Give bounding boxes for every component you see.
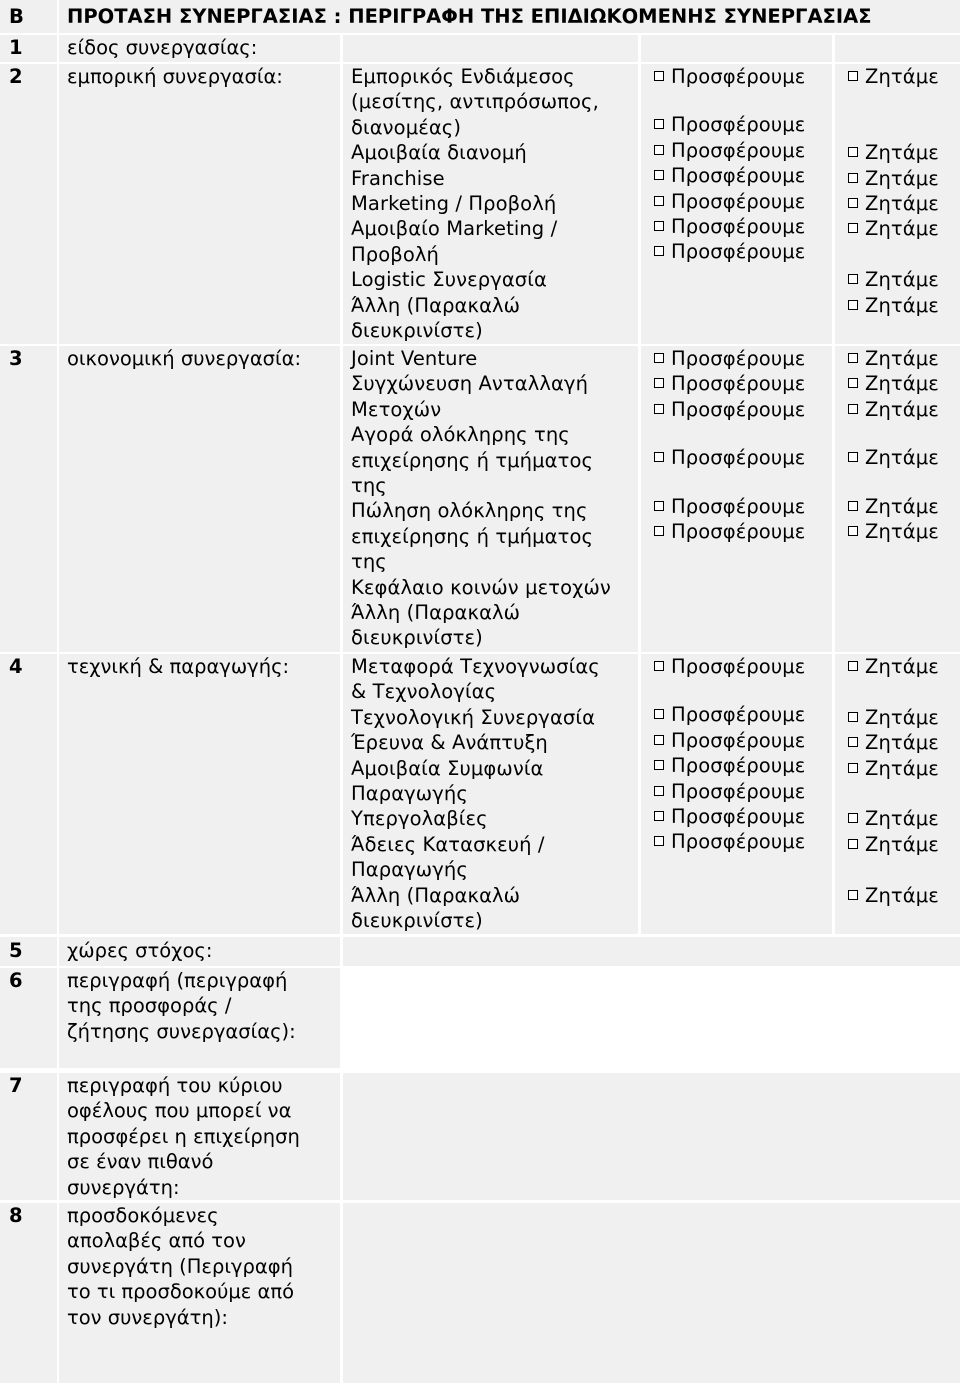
row8-label-cell [59,1203,340,1383]
checkbox-icon [848,737,858,747]
row1-field[interactable] [343,35,638,62]
row4-label-cell [59,654,340,934]
offer-checkbox[interactable]: Προσφέρουμε [654,702,805,727]
row4-item: Παραγωγής [351,782,468,806]
checkbox-icon [654,452,664,462]
row2-item: διανομέας) [351,115,462,139]
ask-checkbox[interactable]: Ζητάμε [848,705,939,730]
row6-field[interactable] [343,968,960,1068]
checkbox-icon [654,735,664,745]
row2-num: 2 [9,65,23,88]
row4-item: Έρευνα & Ανάπτυξη [351,731,548,755]
row4-item: & Τεχνολογίας [351,680,497,704]
checkbox-icon [848,712,858,722]
row2-item: Logistic Συνεργασία [351,268,547,292]
checkbox-icon [654,378,664,388]
row4-offer-cell [641,654,832,934]
row6-label: περιγραφή (περιγραφή της προσφοράς / ζήτησης συνεργασίας): [67,969,296,1043]
offer-checkbox[interactable]: Προσφέρουμε [654,654,805,679]
row4-item: Μεταφορά Τεχνογνωσίας [351,655,600,678]
row2-items [351,64,599,343]
row7-label: περιγραφή του κύριου οφέλους που μπορεί να προσφέρει η επιχείρηση σε έναν πιθανό συνεργάτη: [67,1074,300,1199]
offer-checkbox[interactable]: Προσφέρουμε [654,397,805,422]
checkbox-icon [654,786,664,796]
row3-item: Μετοχών [351,397,442,421]
row3-item: Αγορά ολόκληρης της [351,423,570,447]
row2-item: Άλλη (Παρακαλώ [351,293,521,317]
checkbox-icon [848,274,858,284]
ask-checkbox[interactable]: Ζητάμε [848,494,939,519]
row8-num-cell [0,1203,57,1383]
row4-num-cell [0,654,57,934]
row2-offer-cell [641,64,832,344]
row3-item: επιχείρησης ή τμήματος [351,448,594,472]
ask-checkbox[interactable]: Ζητάμε [848,832,939,857]
row5-label-cell [59,937,340,966]
row7-num: 7 [9,1074,23,1097]
row8-field[interactable] [343,1203,960,1383]
row3-item: της [351,474,387,498]
row8-label: προσδοκόμενες απολαβές από τον συνεργάτη (Περιγραφή το τι προσδοκούμε από τον συνεργάτη): [67,1204,295,1329]
row7-label-cell [59,1073,340,1200]
row3-num: 3 [9,347,23,370]
checkbox-icon [654,836,664,846]
offer-checkbox[interactable]: Προσφέρουμε [654,64,805,89]
offer-checkbox[interactable]: Προσφέρουμε [654,445,805,470]
offer-checkbox[interactable]: Προσφέρουμε [654,494,805,519]
row3-num-cell [0,346,57,652]
row4-item: Παραγωγής [351,858,468,882]
row3-item: Κεφάλαιο κοινών μετοχών [351,575,611,599]
checkbox-icon [654,709,664,719]
row4-item: Αμοιβαία Συμφωνία [351,756,544,780]
checkbox-icon [848,378,858,388]
checkbox-icon [654,404,664,414]
ask-checkbox[interactable]: Ζητάμε [848,883,939,908]
row6-num-cell [0,968,57,1068]
offer-checkbox[interactable]: Προσφέρουμε [654,112,805,137]
checkbox-icon [848,404,858,414]
checkbox-icon [654,501,664,511]
row3-item: Πώληση ολόκληρης της [351,499,588,523]
ask-checkbox[interactable]: Ζητάμε [848,445,939,470]
row4-offer-list [654,654,805,855]
checkbox-icon [654,526,664,536]
offer-checkbox[interactable]: Προσφέρουμε [654,804,805,829]
row4-item: Υπεργολαβίες [351,807,488,831]
ask-checkbox[interactable]: Ζητάμε [848,730,939,755]
checkbox-icon [654,661,664,671]
row6-num: 6 [9,969,23,992]
row3-ask-cell [835,346,960,652]
header-code: B [9,5,24,28]
row3-offer-cell [641,346,832,652]
header-code-cell [0,0,57,33]
row5-field[interactable] [343,937,960,966]
row2-item: Εμπορικός Ενδιάμεσος [351,65,575,88]
checkbox-icon [848,198,858,208]
header-title: ΠΡΟΤΑΣΗ ΣΥΝΕΡΓΑΣΙΑΣ : ΠΕΡΙΓΡΑΦΗ ΤΗΣ ΕΠΙΔΙΩΚΟΜΕΝΗΣ ΣΥΝΕΡΓΑΣΙΑΣ [67,5,872,28]
checkbox-icon [848,813,858,823]
checkbox-icon [654,246,664,256]
ask-checkbox[interactable]: Ζητάμε [848,191,939,216]
row2-item: Αμοιβαία διανομή [351,141,527,165]
row3-ask-list [848,346,939,544]
checkbox-icon [654,170,664,180]
offer-checkbox[interactable]: Προσφέρουμε [654,189,805,214]
offer-checkbox[interactable]: Προσφέρουμε [654,346,805,371]
checkbox-icon [848,147,858,157]
checkbox-icon [654,760,664,770]
row5-label: χώρες στόχος: [67,939,213,962]
row1-offer-cell [641,35,832,62]
row3-item: διευκρινίστε) [351,626,483,650]
offer-checkbox[interactable]: Προσφέρουμε [654,753,805,778]
checkbox-icon [848,223,858,233]
row3-item: Joint Venture [351,347,478,370]
row4-items [351,654,600,933]
row7-num-cell [0,1073,57,1200]
checkbox-icon [848,890,858,900]
row4-item: Άλλη (Παρακαλώ [351,883,521,907]
row2-offer-list [654,64,805,265]
checkbox-icon [848,839,858,849]
ask-checkbox[interactable]: Ζητάμε [848,166,939,191]
row5-num: 5 [9,939,23,962]
row4-ask-list [848,654,939,908]
ask-checkbox[interactable]: Ζητάμε [848,397,939,422]
row4-ask-cell [835,654,960,934]
checkbox-icon [848,173,858,183]
row2-item: Franchise [351,166,445,190]
offer-checkbox[interactable]: Προσφέρουμε [654,519,805,544]
row3-items-cell [343,346,638,652]
checkbox-icon [654,145,664,155]
ask-checkbox[interactable]: Ζητάμε [848,806,939,831]
row5-num-cell [0,937,57,966]
row3-offer-list [654,346,805,544]
row4-label: τεχνική & παραγωγής: [67,655,290,678]
checkbox-icon [654,221,664,231]
row6-label-cell [59,968,340,1068]
offer-checkbox[interactable]: Προσφέρουμε [654,829,805,854]
row4-item: Τεχνολογική Συνεργασία [351,705,596,729]
row1-num: 1 [9,36,23,59]
header-title-cell [59,0,960,33]
ask-checkbox[interactable]: Ζητάμε [848,654,939,679]
row2-item: διευκρινίστε) [351,319,483,343]
row2-item: (μεσίτης, αντιπρόσωπος, [351,90,599,114]
row3-label-cell [59,346,340,652]
checkbox-icon [848,300,858,310]
checkbox-icon [848,501,858,511]
row3-label: οικονομική συνεργασία: [67,347,302,370]
row3-item: Συγχώνευση Ανταλλαγή [351,372,589,396]
row7-field[interactable] [343,1073,960,1200]
ask-checkbox[interactable]: Ζητάμε [848,216,939,241]
ask-checkbox[interactable]: Ζητάμε [848,756,939,781]
offer-checkbox[interactable]: Προσφέρουμε [654,239,805,264]
checkbox-icon [654,353,664,363]
row3-item: της [351,550,387,574]
row1-ask-cell [835,35,960,62]
row1-label: είδος συνεργασίας: [67,36,258,59]
row2-item: Marketing / Προβολή [351,192,557,216]
row2-label: εμπορική συνεργασία: [67,65,283,88]
ask-checkbox[interactable]: Ζητάμε [848,519,939,544]
row4-item: διευκρινίστε) [351,909,483,933]
checkbox-icon [654,119,664,129]
offer-checkbox[interactable]: Προσφέρουμε [654,163,805,188]
ask-checkbox[interactable]: Ζητάμε [848,371,939,396]
row8-num: 8 [9,1204,23,1227]
checkbox-icon [848,452,858,462]
row2-label-cell [59,64,340,344]
ask-checkbox[interactable]: Ζητάμε [848,293,939,318]
offer-checkbox[interactable]: Προσφέρουμε [654,371,805,396]
ask-checkbox[interactable]: Ζητάμε [848,346,939,371]
row2-num-cell [0,64,57,344]
row4-num: 4 [9,655,23,678]
offer-checkbox[interactable]: Προσφέρουμε [654,779,805,804]
row2-item: Αμοιβαίο Marketing / [351,217,558,241]
offer-checkbox[interactable]: Προσφέρουμε [654,214,805,239]
ask-checkbox[interactable]: Ζητάμε [848,64,939,89]
offer-checkbox[interactable]: Προσφέρουμε [654,138,805,163]
checkbox-icon [848,526,858,536]
checkbox-icon [848,71,858,81]
row3-item: επιχείρησης ή τμήματος [351,524,594,548]
checkbox-icon [654,811,664,821]
offer-checkbox[interactable]: Προσφέρουμε [654,728,805,753]
row4-items-cell [343,654,638,934]
row3-item: Άλλη (Παρακαλώ [351,601,521,625]
row2-item: Προβολή [351,242,439,266]
row2-ask-list [848,64,939,318]
checkbox-icon [654,196,664,206]
row2-items-cell [343,64,638,344]
checkbox-icon [848,353,858,363]
checkbox-icon [654,71,664,81]
row3-items [351,346,611,651]
row1-label-cell [59,35,340,62]
row2-ask-cell [835,64,960,344]
ask-checkbox[interactable]: Ζητάμε [848,140,939,165]
row4-item: Άδειες Κατασκευή / [351,832,545,856]
ask-checkbox[interactable]: Ζητάμε [848,267,939,292]
checkbox-icon [848,661,858,671]
row1-num-cell [0,35,57,62]
checkbox-icon [848,763,858,773]
